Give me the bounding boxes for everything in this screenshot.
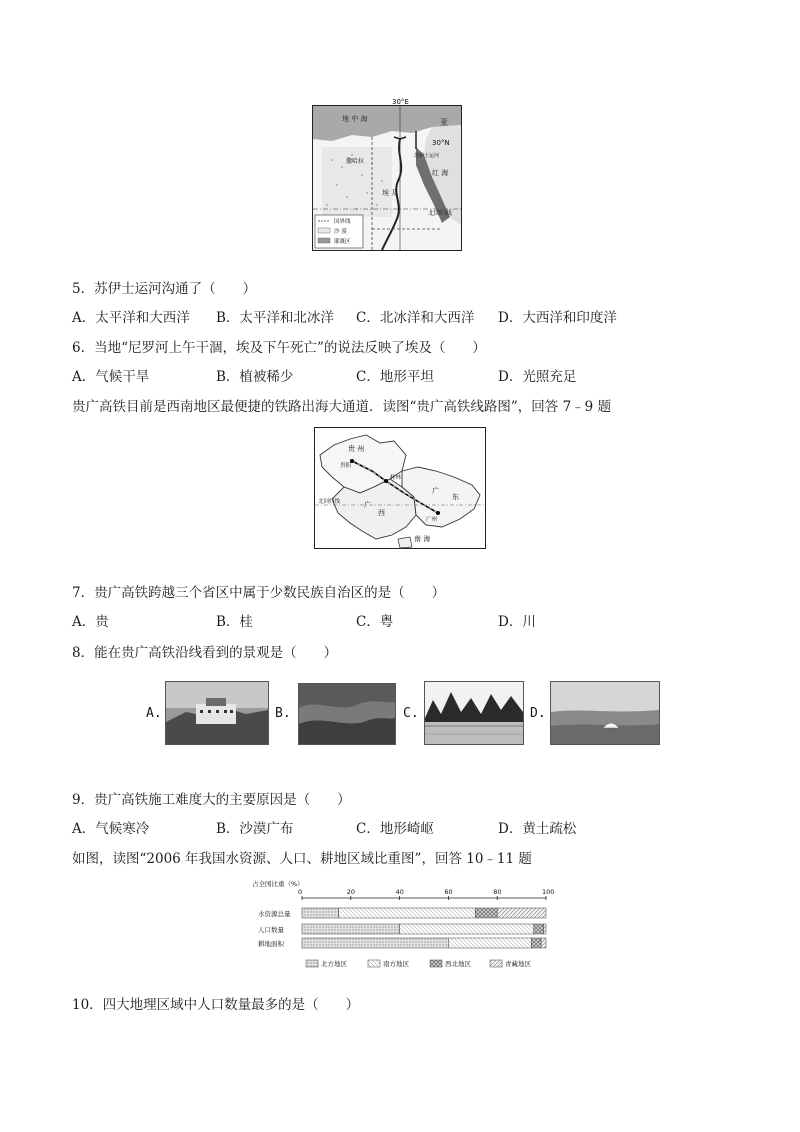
chart-tick-label: 20 (346, 888, 356, 896)
chart-legend-label: 北方地区 (321, 960, 347, 968)
chart-legend-label: 西北地区 (445, 960, 471, 968)
q5-stem: 5．苏伊士运河沟通了（ ） (72, 281, 257, 297)
q8-photo-b[interactable] (298, 683, 396, 745)
map1-lon-label: 30°E (392, 98, 409, 106)
chart-axis-label (252, 879, 304, 888)
q9-option-c[interactable]: C．地形崎岖 (356, 821, 434, 837)
q8-photo-a[interactable] (165, 681, 269, 745)
chart-bar-segment (400, 924, 534, 934)
chart-bar-segment (534, 924, 544, 934)
map1-suez-label: 苏伊士运河 (414, 153, 440, 159)
q8-label-a[interactable]: A. (146, 706, 162, 721)
map1-lat-label: 30°N (432, 139, 450, 147)
chart-ylabel: 占全国比重（%） (252, 880, 304, 888)
chart-bar-segment (497, 908, 546, 918)
chart-bar-segment (531, 938, 541, 948)
chart-bar-segment (475, 908, 497, 918)
chart-bar-segment (302, 908, 339, 918)
q8-stem: 8．能在贵广高铁沿线看到的景观是（ ） (72, 645, 338, 661)
map2-guangdong-2: 东 (452, 493, 459, 501)
chart-legend (306, 959, 532, 968)
map2-guiyang: 贵阳 (340, 463, 352, 469)
chart-tick-label: 0 (298, 888, 303, 896)
chart-bar-segment (339, 908, 476, 918)
map1-sea-label: 地 中 海 (342, 115, 368, 123)
chart-legend-label: 南方地区 (383, 960, 409, 968)
chart-tick-label: 40 (395, 888, 404, 896)
chart-category-label: 人口数量 (258, 926, 284, 934)
map2-tropic: 北回归线 (318, 499, 341, 505)
q9-option-d[interactable]: D．黄土疏松 (498, 821, 577, 837)
q7-option-b[interactable]: B．桂 (216, 614, 253, 630)
chart-legend-label: 青藏地区 (505, 960, 531, 968)
chart-category-label: 水资源总量 (258, 910, 291, 918)
chart-bars (258, 908, 546, 948)
map2-guangxi-1: 广 (364, 501, 371, 509)
map2-guangdong-1: 广 (432, 487, 439, 495)
q7-option-a[interactable]: A．贵 (72, 614, 109, 630)
map2-guangzhou: 广州 (426, 517, 438, 523)
railway-map (314, 427, 486, 549)
q6-stem: 6．当地“尼罗河上午干涸，埃及下午死亡”的说法反映了埃及（ ） (72, 340, 486, 356)
chart-legend-swatch (368, 960, 380, 967)
q9-option-a[interactable]: A．气候寒冷 (72, 821, 150, 837)
chart-category-label: 耕地面积 (258, 940, 284, 948)
chart-bar-segment (544, 924, 546, 934)
q8-label-d[interactable]: D. (530, 706, 546, 721)
map2-nanhai: 南 海 (414, 535, 431, 543)
map1-red-sea-label: 红 海 (432, 169, 449, 177)
map2-guilin: 桂林 (390, 475, 402, 481)
q6-option-b[interactable]: B．植被稀少 (216, 369, 294, 385)
photo-grassland-icon (551, 682, 659, 744)
chart-bar-segment (448, 938, 531, 948)
q6-option-a[interactable]: A．气候干旱 (72, 369, 150, 385)
intro-10-11: 如图，读图“2006 年我国水资源、人口、耕地区域比重图”，回答 10﹣11 题 (72, 851, 532, 867)
q8-label-c[interactable]: C. (403, 706, 419, 721)
map2-guangxi-2: 西 (378, 509, 385, 517)
map1-tropic-label: 北回归线 (428, 210, 453, 217)
chart-axis (298, 888, 554, 900)
q6-option-d[interactable]: D．光照充足 (498, 369, 577, 385)
q6-option-c[interactable]: C．地形平坦 (356, 369, 434, 385)
chart-tick-label: 60 (444, 888, 453, 896)
chart-tick-label: 80 (493, 888, 502, 896)
q10-stem: 10．四大地理区域中人口数量最多的是（ ） (72, 997, 360, 1013)
photo-karst-icon (425, 682, 523, 744)
q8-label-b[interactable]: B. (275, 706, 291, 721)
map1-asia-label: 亚 (440, 118, 448, 127)
chart-tick-label: 100 (542, 888, 555, 896)
chart-legend-swatch (306, 960, 318, 967)
map1-legend-irrigation: 灌溉区 (334, 239, 351, 245)
q8-photo-c[interactable] (424, 681, 524, 745)
chart-bar-segment (302, 938, 448, 948)
egypt-map (312, 98, 462, 251)
q5-option-d[interactable]: D．大西洋和印度洋 (498, 310, 617, 326)
chart-legend-swatch (490, 960, 502, 967)
chart-bar-segment (302, 924, 400, 934)
q5-option-c[interactable]: C．北冰洋和大西洋 (356, 310, 475, 326)
region-share-chart (250, 878, 560, 974)
map1-egypt-label: 埃 及 (382, 189, 399, 197)
map1-legend-desert: 沙 漠 (334, 229, 347, 235)
q7-stem: 7．贵广高铁跨越三个省区中属于少数民族自治区的是（ ） (72, 585, 446, 601)
q9-option-b[interactable]: B．沙漠广布 (216, 821, 294, 837)
q5-option-b[interactable]: B．太平洋和北冰洋 (216, 310, 334, 326)
q8-photo-d[interactable] (550, 681, 660, 745)
q7-option-c[interactable]: C．粤 (356, 614, 394, 630)
photo-palace-icon (166, 682, 268, 744)
q9-stem: 9．贵广高铁施工难度大的主要原因是（ ） (72, 792, 351, 808)
map2-guizhou: 贵 州 (348, 445, 365, 453)
q5-option-a[interactable]: A．太平洋和大西洋 (72, 310, 190, 326)
map1-sahara-label: 撒哈拉 (346, 158, 365, 165)
intro-7-9: 贵广高铁目前是西南地区最便捷的铁路出海大通道．读图“贵广高铁线路图”，回答 7﹣9 题 (72, 399, 612, 415)
q7-option-d[interactable]: D．川 (498, 614, 536, 630)
chart-bar-segment (541, 938, 546, 948)
chart-legend-swatch (430, 960, 442, 967)
photo-desert-icon (299, 684, 395, 744)
map1-legend-border: 国界线 (334, 219, 351, 225)
